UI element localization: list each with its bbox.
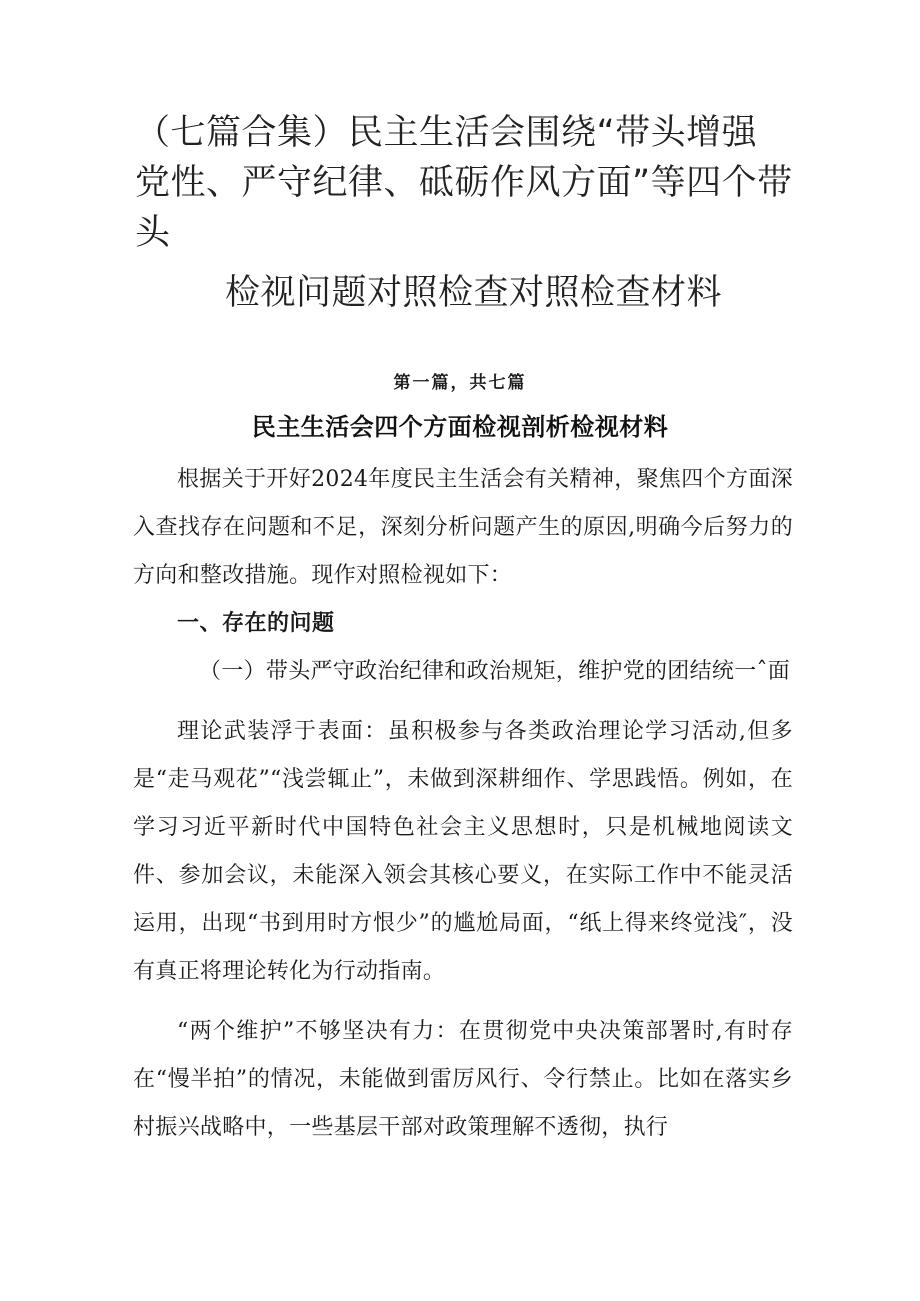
section-1-heading: 一、存在的问题 — [177, 611, 335, 636]
intro-paragraph: 根据关于开好2024年度民主生活会有关精神，聚焦四个方面深入查找存在问题和不足，深刻分析问题产生的原因,明确今后努力的方向和整改措施。现作对照检视如下： — [133, 467, 793, 588]
document-body — [133, 456, 793, 1152]
paragraph-theory: 理论武装浮于表面：虽积极参与各类政治理论学习活动,但多是“走马观花”“浅尝辄止”，未做到深耕细作、学思践悟。例如，在学习习近平新时代中国特色社会主义思想时，只是机械地阅读文件、参加会议，未能深入领会其核心要义，在实际工作中不能灵活运用，出现“书到用时方恨少”的尴尬局面，“纸上得来终觉浅″，没有真正将理论转化为行动指南。 — [133, 719, 793, 984]
document-title — [135, 108, 795, 318]
subsection-1-heading: （一）带头严守政治纪律和政治规矩，维护党的团结统一ˆ面 — [199, 659, 791, 684]
title-line-1: （七篇合集）民主生活会围绕“带头增强 — [135, 113, 758, 153]
part-indicator: 第一篇，共七篇 — [393, 373, 527, 393]
title-line-2: 党性、严守纪律、砥砺作风方面”等四个带 — [135, 163, 793, 203]
section-heading: 民主生活会四个方面检视剖析检视材料 — [251, 413, 669, 441]
paragraph-two-safeguards: “两个维护”不够坚决有力：在贯彻党中央决策部署时,有时存在“慢半拍”的情况，未能做到雷厉风行、令行禁止。比如在落实乡村振兴战略中，一些基层干部对政策理解不透彻，执行 — [133, 1019, 793, 1140]
title-line-3: 头 — [135, 213, 171, 253]
title-line-4: 检视问题对照检查对照检查材料 — [225, 273, 723, 313]
